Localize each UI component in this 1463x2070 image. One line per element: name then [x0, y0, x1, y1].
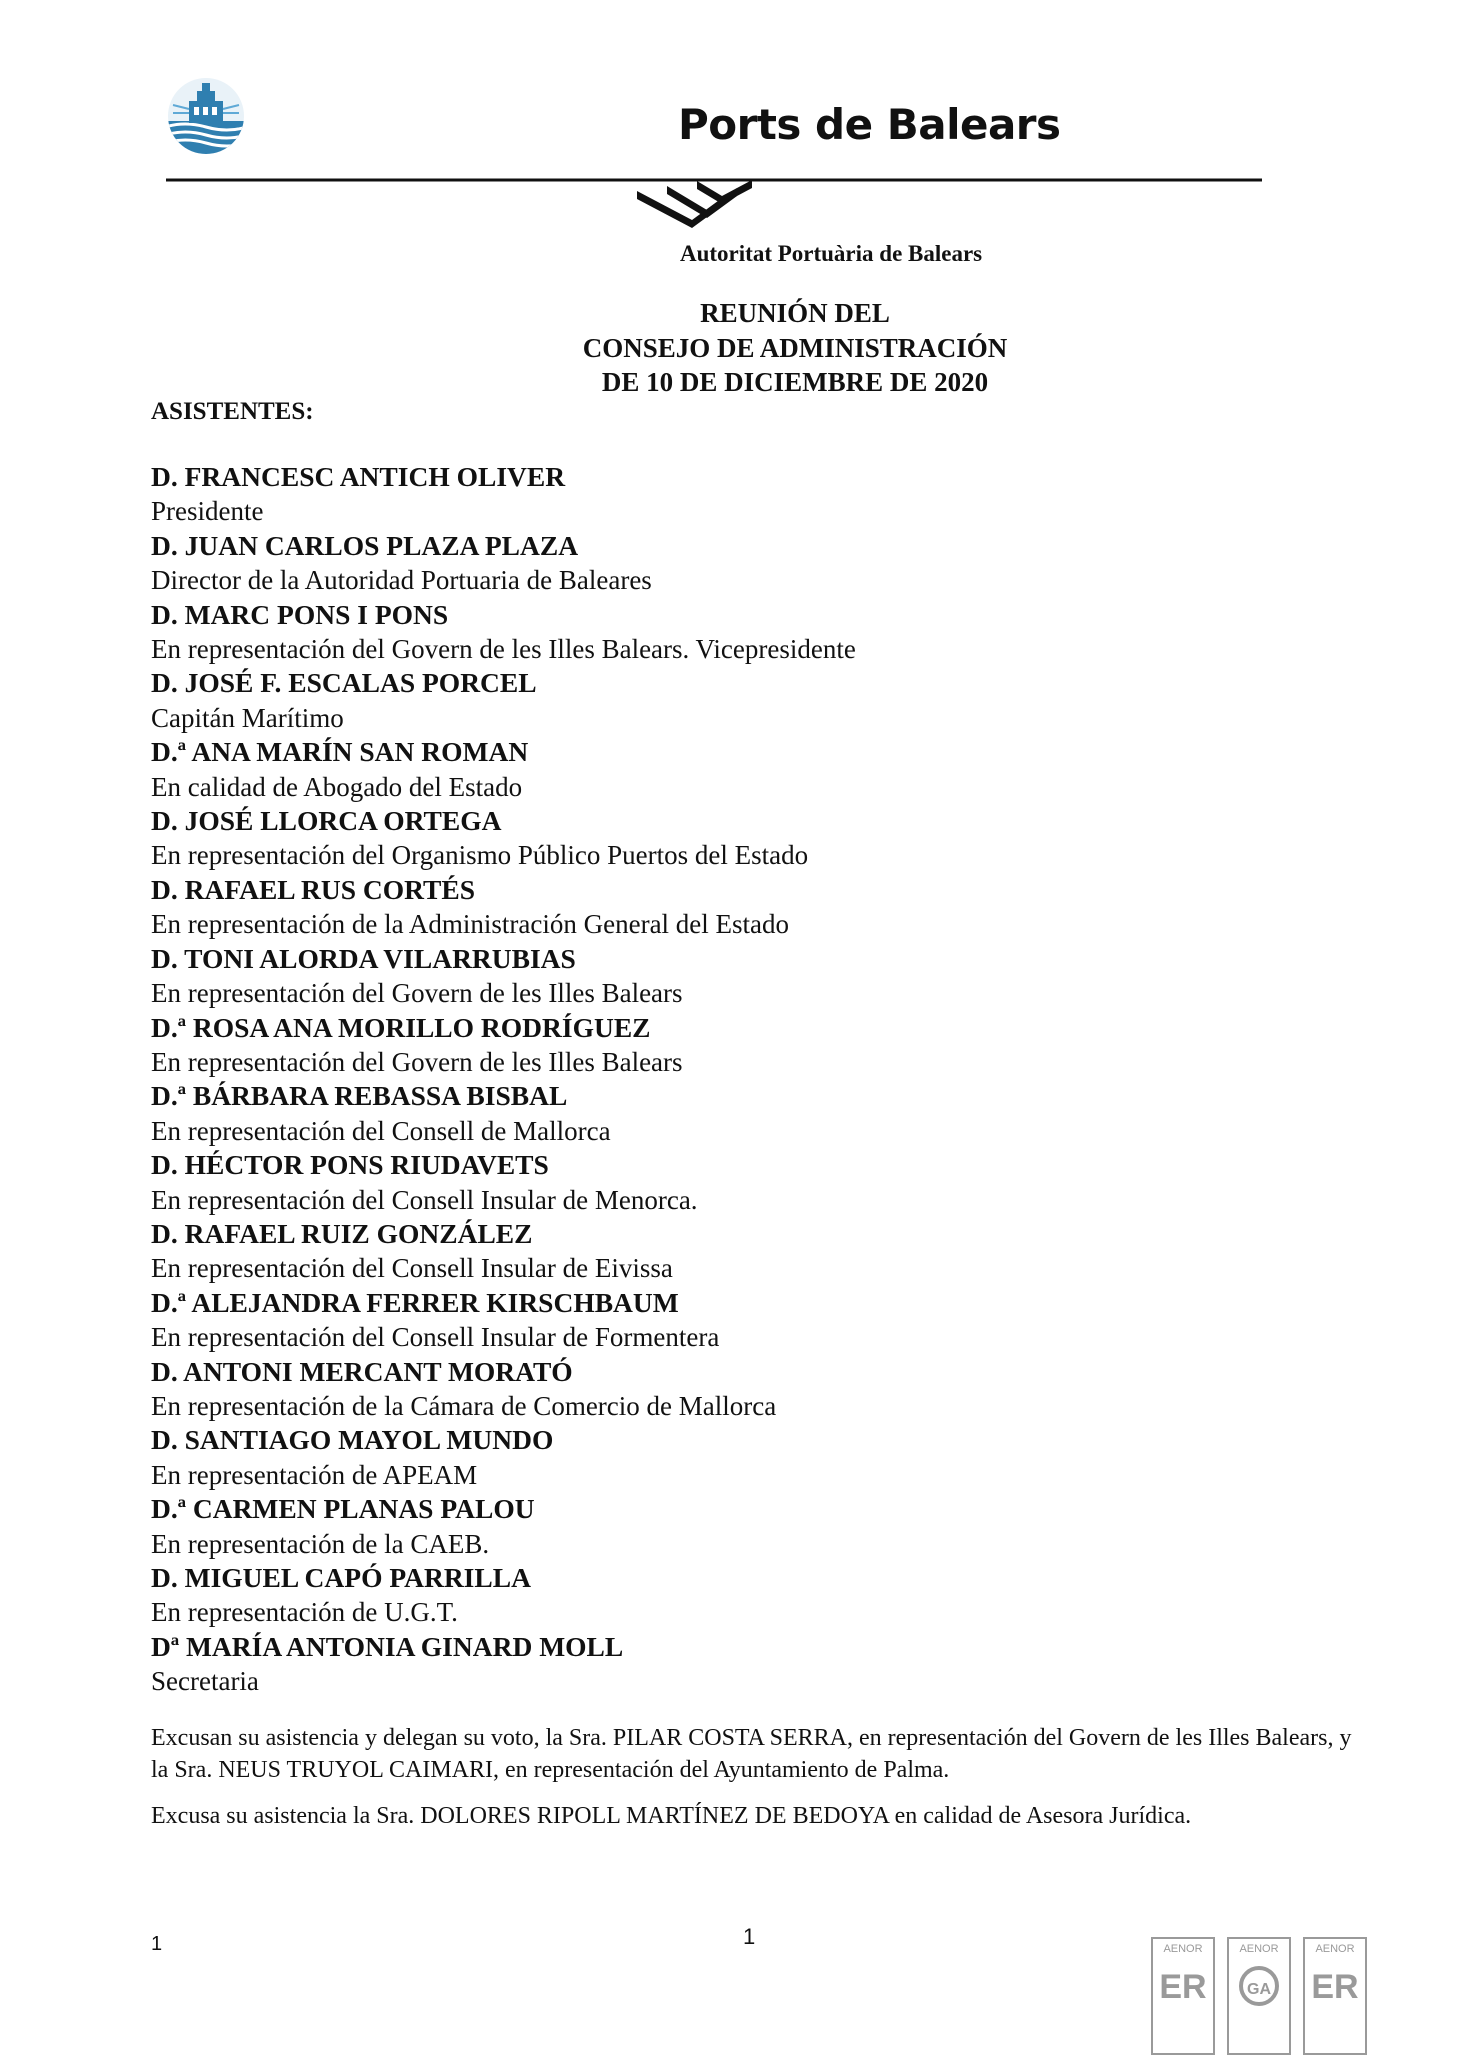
cert-code: ER: [1159, 1968, 1207, 2006]
attendee-name: D.ª ROSA ANA MORILLO RODRÍGUEZ: [151, 1011, 651, 1043]
attendee: [151, 1492, 1301, 1561]
attendee-role: En representación del Consell Insular de Formentera: [151, 1322, 720, 1353]
attendee-name: D. RAFAEL RUS CORTÉS: [151, 873, 475, 905]
attendee: [151, 1148, 1301, 1217]
asistentes-label: ASISTENTES:: [151, 398, 314, 425]
attendee: [151, 598, 1301, 667]
attendee: [151, 460, 1301, 529]
attendee-role: En representación de APEAM: [151, 1459, 478, 1490]
attendee: [151, 735, 1301, 804]
attendee-role: En representación de U.G.T.: [151, 1597, 458, 1628]
aenor-certification-marks: [1150, 1936, 1370, 2056]
attendee: [151, 666, 1301, 735]
cert-mark: [1228, 1938, 1290, 2054]
attendee-name: D.ª ANA MARÍN SAN ROMAN: [151, 736, 529, 768]
cert-label: AENOR: [1239, 1943, 1279, 1955]
attendee-name: D. JUAN CARLOS PLAZA PLAZA: [151, 529, 579, 561]
attendee-role: En representación del Govern de les Illes Balears: [151, 1046, 683, 1077]
cert-mark: [1304, 1938, 1366, 2054]
attendance-notes: [151, 1722, 1361, 1846]
attendee: [151, 1355, 1301, 1424]
header-rule: [162, 168, 1264, 228]
attendee: [151, 873, 1301, 942]
attendee: [151, 942, 1301, 1011]
cert-code: GA: [1247, 1981, 1271, 1998]
attendee-name: D. TONI ALORDA VILARRUBIAS: [151, 942, 576, 974]
attendee-name: D. RAFAEL RUIZ GONZÁLEZ: [151, 1217, 533, 1249]
attendee: [151, 1079, 1301, 1148]
attendee-name: D. MIGUEL CAPÓ PARRILLA: [151, 1562, 531, 1593]
cert-label: AENOR: [1163, 1943, 1203, 1955]
attendee-list: [151, 460, 1301, 1699]
attendee-role: En representación del Organismo Público Puertos del Estado: [151, 840, 809, 871]
authority-name: Autoritat Portuària de Balears: [680, 241, 983, 266]
attendee: [151, 1423, 1301, 1492]
attendee: [151, 1630, 1301, 1699]
cert-mark: [1152, 1938, 1214, 2054]
attendee-name: D. JOSÉ F. ESCALAS PORCEL: [151, 667, 537, 699]
attendee-role: En representación del Govern de les Illes Balears. Vicepresidente: [151, 634, 856, 665]
ports-de-balears-logo: [165, 75, 247, 157]
attendee-role: En representación del Consell Insular de Eivissa: [151, 1253, 673, 1284]
attendee: [151, 529, 1301, 598]
meeting-title: [420, 296, 1170, 400]
attendee-name: D. JOSÉ LLORCA ORTEGA: [151, 805, 502, 837]
brand-name: Ports de Balears: [678, 100, 1061, 149]
chevron-mark: [637, 180, 752, 228]
page-number-left: 1: [151, 1933, 163, 1955]
attendee: [151, 1217, 1301, 1286]
title-line-1: REUNIÓN DEL: [700, 298, 890, 328]
attendee: [151, 804, 1301, 873]
attendee-role: En calidad de Abogado del Estado: [151, 771, 523, 802]
attendee-name: D. FRANCESC ANTICH OLIVER: [151, 461, 566, 492]
cert-code: ER: [1311, 1968, 1359, 2006]
attendee-role: Secretaria: [151, 1666, 259, 1697]
attendee-role: En representación de la Administración General del Estado: [151, 909, 790, 940]
attendee-name: D.ª ALEJANDRA FERRER KIRSCHBAUM: [151, 1286, 679, 1318]
attendee-role: En representación del Consell de Mallorca: [151, 1115, 611, 1146]
attendee: [151, 1286, 1301, 1355]
excused-with-vote-note: Excusan su asistencia y delegan su voto, la Sra. PILAR COSTA SERRA, en representación del Govern de les Illes Balears, y la Sra. NEUS TRUYOL CAIMARI, en representación del Ayuntamiento de Palma.: [151, 1725, 1352, 1783]
cert-label: AENOR: [1315, 1943, 1355, 1955]
attendee-name: D. SANTIAGO MAYOL MUNDO: [151, 1424, 554, 1456]
attendee-role: En representación de la CAEB.: [151, 1528, 490, 1559]
attendee: [151, 1011, 1301, 1080]
excused-note: Excusa su asistencia la Sra. DOLORES RIPOLL MARTÍNEZ DE BEDOYA en calidad de Asesora Jurídica.: [151, 1803, 1192, 1829]
title-line-2: CONSEJO DE ADMINISTRACIÓN: [582, 332, 1008, 363]
title-line-3: DE 10 DE DICIEMBRE DE 2020: [601, 367, 989, 397]
attendee-role: En representación del Govern de les Illes Balears: [151, 978, 683, 1009]
attendee-name: Dª MARÍA ANTONIA GINARD MOLL: [151, 1630, 624, 1662]
attendee-name: D. HÉCTOR PONS RIUDAVETS: [151, 1149, 549, 1181]
attendee-role: En representación de la Cámara de Comercio de Mallorca: [151, 1390, 777, 1421]
attendee-role: Presidente: [151, 496, 264, 527]
attendee: [151, 1561, 1301, 1630]
attendee-name: D.ª CARMEN PLANAS PALOU: [151, 1493, 535, 1525]
attendee-name: D. ANTONI MERCANT MORATÓ: [151, 1355, 573, 1387]
attendee-role: Capitán Marítimo: [151, 702, 344, 733]
attendee-role: Director de la Autoridad Portuaria de Baleares: [151, 565, 652, 596]
page-number-center: 1: [743, 1924, 756, 1949]
attendee-role: En representación del Consell Insular de Menorca.: [151, 1184, 698, 1215]
attendee-name: D.ª BÁRBARA REBASSA BISBAL: [151, 1080, 568, 1112]
attendee-name: D. MARC PONS I PONS: [151, 598, 449, 630]
